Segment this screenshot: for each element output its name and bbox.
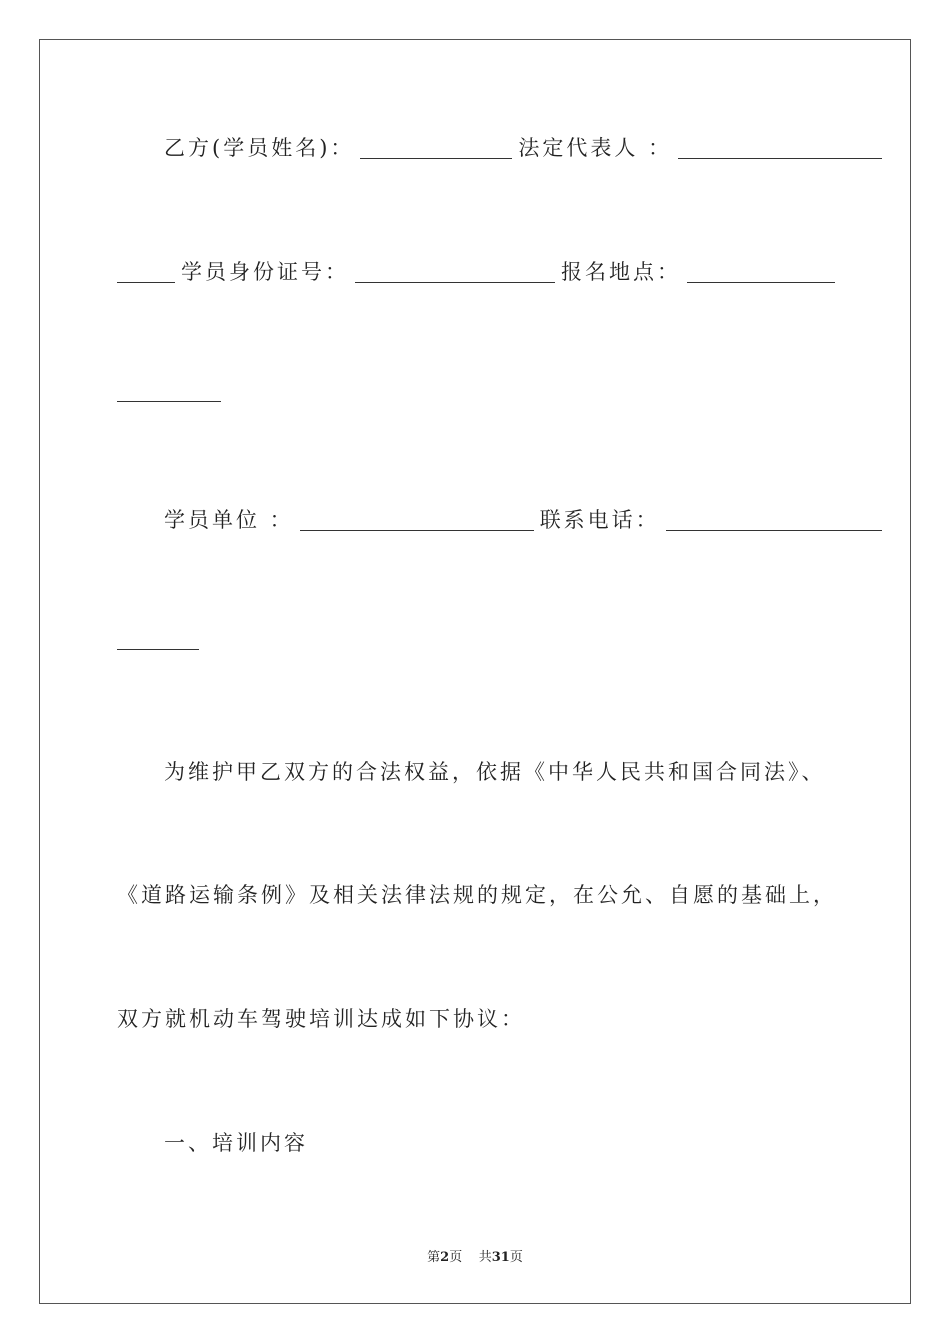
footer-total-pages: 31 xyxy=(491,1250,510,1265)
page-frame xyxy=(39,39,911,1304)
footer-total-suffix: 页 xyxy=(509,1250,523,1265)
footer-total-prefix: 共 xyxy=(478,1250,492,1265)
footer-page-number: 2 xyxy=(440,1250,450,1265)
student-id-label: 学员身份证号： xyxy=(181,260,349,284)
phone-field[interactable] xyxy=(666,510,882,531)
signup-location-field[interactable] xyxy=(687,262,835,283)
phone-continued-line xyxy=(117,629,835,654)
paragraph-line-3 xyxy=(117,1004,835,1034)
party-b-name-label: 乙方(学员姓名)： xyxy=(164,136,355,160)
party-b-name-field[interactable] xyxy=(360,138,512,159)
student-id-field[interactable] xyxy=(355,262,555,283)
phone-field-continued[interactable] xyxy=(117,629,199,650)
party-b-line xyxy=(117,133,882,163)
signup-location-field-continued[interactable] xyxy=(117,381,221,402)
paragraph-text-2: 《道路运输条例》及相关法律法规的规定，在公允、自愿的基础上， xyxy=(117,883,837,907)
student-unit-field[interactable] xyxy=(300,510,534,531)
legal-rep-field-continued[interactable] xyxy=(117,262,175,283)
paragraph-text-3: 双方就机动车驾驶培训达成如下协议： xyxy=(117,1007,525,1031)
signup-continued-line xyxy=(117,381,835,406)
legal-rep-label: 法定代表人 ： xyxy=(518,136,673,160)
legal-rep-field[interactable] xyxy=(678,138,882,159)
paragraph-line-2 xyxy=(117,880,835,910)
section-heading-line xyxy=(117,1128,882,1158)
student-unit-label: 学员单位 ： xyxy=(164,508,294,532)
page-footer xyxy=(0,1246,950,1265)
footer-page-suffix: 页 xyxy=(449,1250,463,1265)
id-line xyxy=(117,257,835,287)
unit-line xyxy=(117,505,882,535)
paragraph-text-1: 为维护甲乙双方的合法权益，依据《中华人民共和国合同法》、 xyxy=(164,760,826,784)
footer-page-prefix: 第 xyxy=(427,1250,441,1265)
signup-location-label: 报名地点： xyxy=(561,260,681,284)
phone-label: 联系电话： xyxy=(539,508,660,532)
section-heading: 一、培训内容 xyxy=(164,1131,308,1155)
paragraph-line-1 xyxy=(117,757,882,787)
